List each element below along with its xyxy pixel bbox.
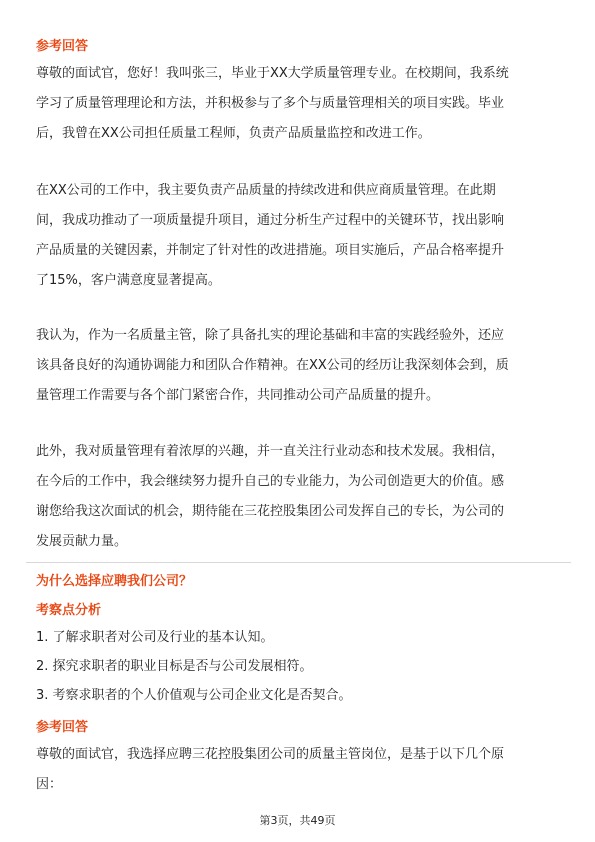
answer-paragraph-3 (36, 321, 566, 411)
analysis-heading: 考察点分析 (36, 603, 102, 618)
paragraph-line: 谢您给我这次面试的机会，期待能在三花控股集团公司发挥自己的专长，为公司的 (36, 504, 505, 519)
paragraph-line: 该具备良好的沟通协调能力和团队合作精神。在XX公司的经历让我深刻体会到，质 (36, 358, 509, 373)
answer-paragraph-5 (36, 740, 566, 800)
analysis-point: 1. 了解求职者对公司及行业的基本认知。 (36, 630, 274, 645)
paragraph-line: 因： (36, 777, 63, 792)
paragraph-line: 间，我成功推动了一项质量提升项目，通过分析生产过程中的关键环节，找出影响 (36, 213, 505, 228)
paragraph-line: 尊敬的面试官，我选择应聘三花控股集团公司的质量主管岗位，是基于以下几个原 (36, 747, 505, 762)
paragraph-line: 在XX公司的工作中，我主要负责产品质量的持续改进和供应商质量管理。在此期 (36, 183, 496, 198)
answer-paragraph-4 (36, 437, 566, 557)
paragraph-line: 发展贡献力量。 (36, 534, 128, 549)
paragraph-line: 此外，我对质量管理有着浓厚的兴趣，并一直关注行业动态和技术发展。我相信， (36, 444, 505, 459)
analysis-point: 3. 考察求职者的个人价值观与公司企业文化是否契合。 (36, 688, 352, 703)
section-divider (26, 562, 571, 563)
paragraph-line: 在今后的工作中，我会继续努力提升自己的专业能力，为公司创造更大的价值。感 (36, 474, 505, 489)
paragraph-line: 后，我曾在XX公司担任质量工程师，负责产品质量监控和改进工作。 (36, 126, 431, 141)
answer-paragraph-1 (36, 59, 566, 149)
analysis-point: 2. 探究求职者的职业目标是否与公司发展相符。 (36, 659, 313, 674)
paragraph-line: 了15%，客户满意度显著提高。 (36, 273, 221, 288)
paragraph-line: 尊敬的面试官，您好！我叫张三，毕业于XX大学质量管理专业。在校期间，我系统 (36, 66, 509, 81)
answer-paragraph-2 (36, 176, 566, 296)
paragraph-line: 量管理工作需要与各个部门紧密合作，共同推动公司产品质量的提升。 (36, 388, 440, 403)
paragraph-line: 学习了质量管理理论和方法，并积极参与了多个与质量管理相关的项目实践。毕业 (36, 96, 505, 111)
paragraph-line: 我认为，作为一名质量主管，除了具备扎实的理论基础和丰富的实践经验外，还应 (36, 328, 505, 343)
paragraph-line: 产品质量的关键因素，并制定了针对性的改进措施。项目实施后，产品合格率提升 (36, 243, 505, 258)
answer-heading-2: 参考回答 (36, 720, 89, 735)
page-number: 第3页，共49页 (259, 814, 336, 827)
question-title: 为什么选择应聘我们公司？ (36, 574, 193, 589)
answer-heading: 参考回答 (36, 39, 89, 54)
